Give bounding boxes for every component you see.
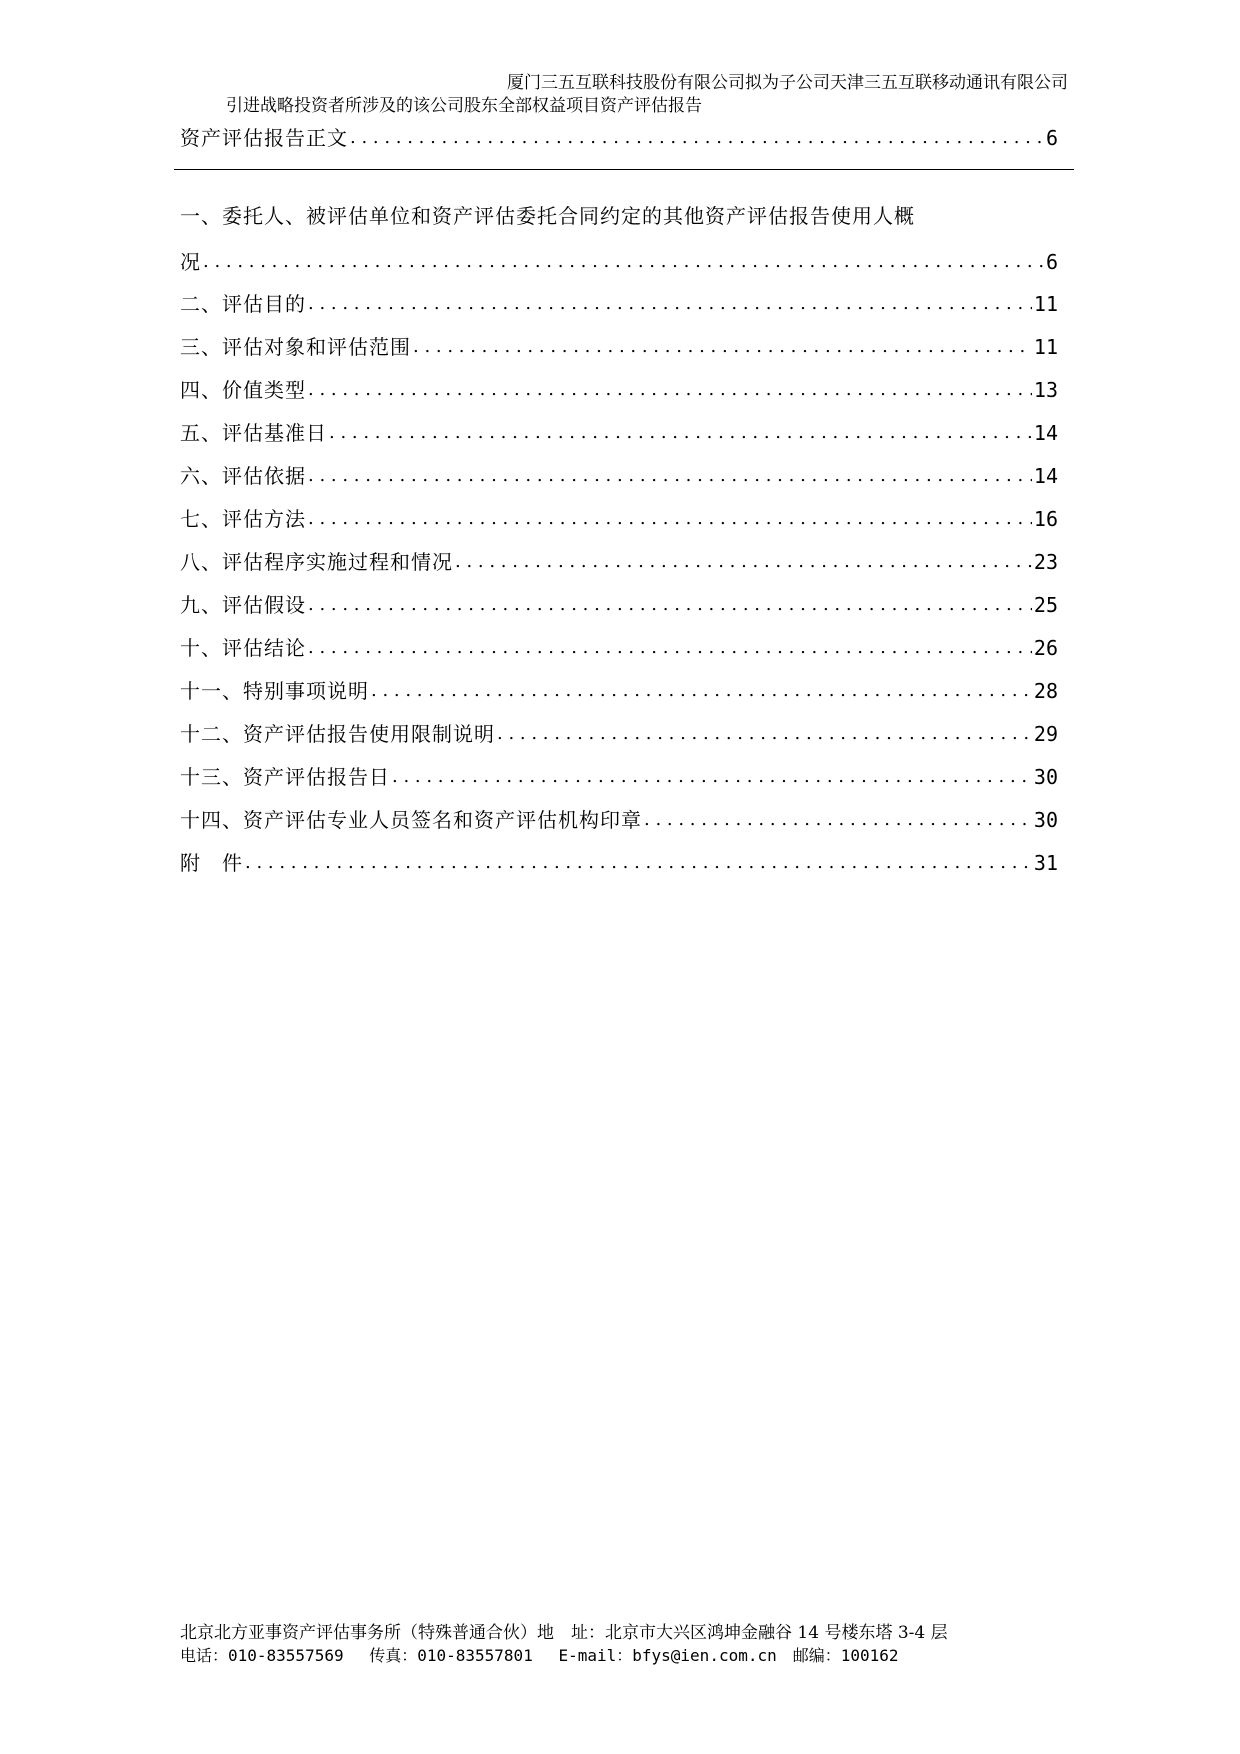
toc-page-number: 28 (1033, 679, 1058, 703)
toc-entry[interactable] (180, 370, 1058, 404)
toc-entry[interactable] (180, 585, 1058, 619)
toc-entry[interactable] (180, 714, 1058, 748)
toc-dot-leader (497, 720, 1032, 748)
toc-entry[interactable] (180, 800, 1058, 834)
toc-entry-label: 五、评估基准日 (180, 421, 327, 445)
toc-entry-label: 七、评估方法 (180, 507, 306, 531)
toc-entry[interactable] (180, 327, 1058, 361)
toc-dot-leader (455, 548, 1032, 576)
toc-entry-label: 八、评估程序实施过程和情况 (180, 550, 453, 574)
toc-entry[interactable] (180, 284, 1058, 318)
toc-dot-leader (245, 849, 1032, 877)
toc-entry[interactable] (180, 456, 1058, 490)
toc-entry-1-line-1[interactable]: 一、委托人、被评估单位和资产评估委托合同约定的其他资产评估报告使用人概 (180, 204, 915, 228)
toc-page-number: 30 (1033, 765, 1058, 789)
toc-entry-label: 九、评估假设 (180, 593, 306, 617)
toc-entry-label: 附 件 (180, 851, 243, 875)
toc-page-number: 14 (1033, 464, 1058, 488)
toc-dot-leader (392, 763, 1032, 791)
toc-dot-leader (308, 290, 1032, 318)
toc-page-number: 23 (1033, 550, 1058, 574)
toc-entry-label: 三、评估对象和评估范围 (180, 335, 411, 359)
toc-page-number: 11 (1033, 335, 1058, 359)
toc-entry-label: 十三、资产评估报告日 (180, 765, 390, 789)
running-header-line-1: 厦门三五互联科技股份有限公司拟为子公司天津三五互联移动通讯有限公司 (507, 73, 1068, 93)
toc-dot-leader (308, 634, 1032, 662)
toc-page-number: 16 (1033, 507, 1058, 531)
toc-page-number: 13 (1033, 378, 1058, 402)
toc-entry[interactable] (180, 843, 1058, 877)
toc-page-number: 31 (1033, 851, 1058, 875)
toc-page-number: 26 (1033, 636, 1058, 660)
toc-dot-leader (350, 124, 1044, 152)
toc-dot-leader (308, 591, 1032, 619)
toc-dot-leader (371, 677, 1032, 705)
toc-page-number: 6 (1045, 126, 1058, 150)
toc-dot-leader (308, 462, 1032, 490)
toc-entry[interactable] (180, 757, 1058, 791)
toc-entry-label: 况 (180, 250, 201, 274)
toc-page-number: 25 (1033, 593, 1058, 617)
toc-entry-label: 六、评估依据 (180, 464, 306, 488)
toc-entry-label: 四、价值类型 (180, 378, 306, 402)
toc-entry[interactable] (180, 542, 1058, 576)
running-header-line-2: 引进战略投资者所涉及的该公司股东全部权益项目资产评估报告 (226, 96, 702, 116)
toc-page-number: 30 (1033, 808, 1058, 832)
toc-entry[interactable] (180, 499, 1058, 533)
header-divider (174, 169, 1074, 170)
toc-dot-leader (329, 419, 1032, 447)
toc-page-number: 11 (1033, 292, 1058, 316)
footer-address: 北京北方亚事资产评估事务所（特殊普通合伙）地 址：北京市大兴区鸿坤金融谷 14 号楼东塔 3-4 层 (180, 1623, 948, 1643)
toc-dot-leader (644, 806, 1032, 834)
toc-entry[interactable] (180, 413, 1058, 447)
toc-dot-leader (308, 376, 1032, 404)
toc-dot-leader (203, 248, 1044, 276)
toc-entry-label: 十、评估结论 (180, 636, 306, 660)
toc-entry[interactable] (180, 628, 1058, 662)
toc-entry-label: 十二、资产评估报告使用限制说明 (180, 722, 495, 746)
footer-contact: 电话：010-83557569 传真：010-83557801 E-mail：bfys@ien.com.cn 邮编：100162 (180, 1646, 899, 1665)
toc-entry-label: 二、评估目的 (180, 292, 306, 316)
toc-page-number: 29 (1033, 722, 1058, 746)
toc-entry-label: 十四、资产评估专业人员签名和资产评估机构印章 (180, 808, 642, 832)
toc-entry-label: 资产评估报告正文 (180, 126, 348, 150)
toc-entry[interactable] (180, 671, 1058, 705)
toc-dot-leader (308, 505, 1032, 533)
toc-page-number: 6 (1045, 250, 1058, 274)
toc-entry-1-line-2[interactable] (180, 242, 1058, 276)
toc-entry-main-report[interactable] (180, 118, 1058, 152)
toc-entry-label: 十一、特别事项说明 (180, 679, 369, 703)
toc-dot-leader (413, 333, 1032, 361)
toc-page-number: 14 (1033, 421, 1058, 445)
